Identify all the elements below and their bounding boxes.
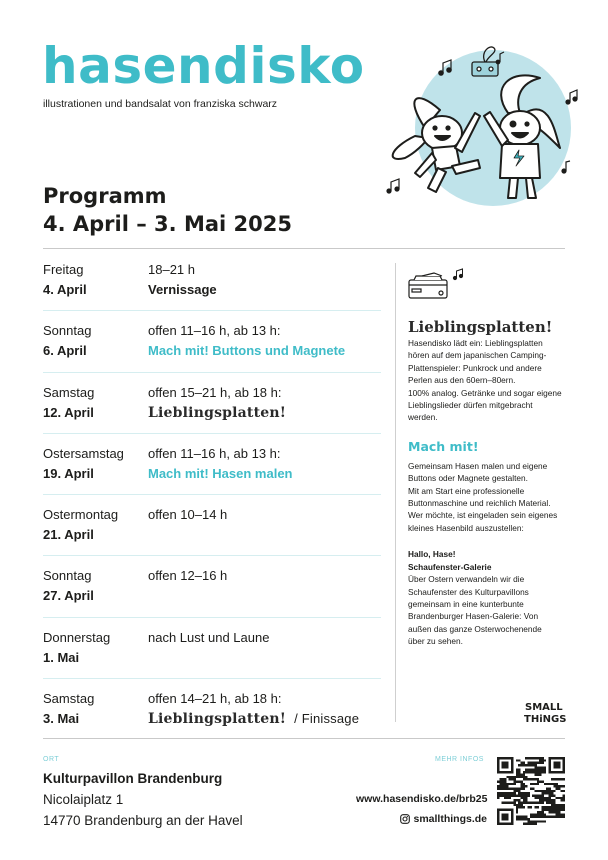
schedule-day: Ostermontag bbox=[43, 507, 119, 523]
ort-label: ORT bbox=[43, 756, 60, 763]
text-line: Buttonmaschine und reichlich Material. bbox=[408, 498, 551, 509]
schedule-time: offen 10–14 h bbox=[148, 507, 228, 523]
galerie-text bbox=[408, 548, 573, 647]
text-line: werden. bbox=[408, 412, 438, 423]
program-date-range: 4. April – 3. Mai 2025 bbox=[43, 212, 292, 236]
logo-line-2: THiNGS bbox=[524, 714, 567, 725]
schedule-time: offen 11–16 h, ab 13 h: bbox=[148, 445, 281, 461]
galerie-subheading: Schaufenster-Galerie bbox=[408, 561, 492, 572]
schedule-date: 6. April bbox=[43, 343, 87, 359]
record-player-icon bbox=[408, 268, 478, 302]
text-line: über zu sehen. bbox=[408, 636, 463, 647]
text-line: gemeinsam in eine kunterbunte bbox=[408, 598, 524, 609]
schedule-date: 21. April bbox=[43, 527, 94, 543]
schedule-event-suffix: / Finissage bbox=[294, 711, 360, 727]
schedule-time: offen 14–21 h, ab 18 h: bbox=[148, 691, 282, 707]
machmit-text bbox=[408, 460, 573, 534]
instagram-icon bbox=[400, 814, 410, 824]
lieblingsplatten-text bbox=[408, 337, 573, 424]
small-things-logo bbox=[520, 698, 568, 726]
text-line: 100% analog. Getränke und sogar eigene bbox=[408, 387, 562, 398]
schedule-row bbox=[43, 311, 381, 372]
schedule-day: Freitag bbox=[43, 262, 84, 277]
schedule-day: Samstag bbox=[43, 691, 95, 707]
schedule-date: 3. Mai bbox=[43, 711, 80, 727]
text-line: Plattenspieler: Punkrock und andere bbox=[408, 362, 542, 373]
text-line: Schaufenster des Kulturpavillons bbox=[408, 586, 529, 597]
schedule-day: Ostersamstag bbox=[43, 445, 124, 461]
divider bbox=[43, 248, 565, 249]
tagline: illustrationen und bandsalat von franziska schwarz bbox=[43, 98, 278, 110]
schedule-row bbox=[43, 556, 381, 617]
schedule-event-title: Lieblingsplatten! bbox=[148, 711, 287, 728]
website-link[interactable]: www.hasendisko.de/brb25 bbox=[356, 793, 488, 805]
text-line: Perlen aus den 60ern–80ern. bbox=[408, 375, 516, 386]
program-heading bbox=[43, 182, 292, 238]
schedule-date: 12. April bbox=[43, 404, 94, 420]
schedule-date: 4. April bbox=[43, 282, 87, 297]
schedule-time: nach Lust und Laune bbox=[148, 629, 270, 645]
schedule-time: offen 11–16 h, ab 13 h: bbox=[148, 323, 281, 339]
schedule-event: Mach mit! Hasen malen bbox=[148, 465, 293, 481]
schedule-row bbox=[43, 679, 381, 740]
text-line: Über Ostern verwandeln wir die bbox=[408, 574, 525, 585]
mehr-infos-label: MEHR INFOS bbox=[435, 756, 484, 763]
schedule-event: Mach mit! Buttons und Magnete bbox=[148, 343, 346, 359]
music-note-icon bbox=[453, 269, 462, 280]
instagram-link[interactable] bbox=[380, 813, 487, 825]
lieblingsplatten-heading: Lieblingsplatten! bbox=[408, 318, 553, 336]
schedule-row bbox=[43, 250, 381, 311]
venue-name: Kulturpavillon Brandenburg bbox=[43, 771, 223, 786]
schedule-list bbox=[43, 250, 381, 740]
text-line: Mit am Start eine professionelle bbox=[408, 485, 525, 496]
schedule-day: Sonntag bbox=[43, 568, 92, 584]
divider bbox=[43, 738, 565, 739]
schedule-event: Vernissage bbox=[148, 282, 217, 297]
brand-title: hasendisko bbox=[42, 37, 365, 95]
program-title: Programm bbox=[43, 184, 167, 208]
schedule-date: 27. April bbox=[43, 588, 94, 604]
galerie-heading: Hallo, Hase! bbox=[408, 549, 456, 560]
text-line: Wer möchte, ist eingeladen sein eigenes bbox=[408, 510, 558, 521]
schedule-day: Donnerstag bbox=[43, 629, 111, 645]
text-line: kleines Hasenbild auszustellen: bbox=[408, 522, 524, 533]
text-line: Gemeinsam Hasen malen und eigene bbox=[408, 460, 548, 471]
schedule-event: Lieblingsplatten! bbox=[148, 404, 287, 421]
schedule-event bbox=[148, 709, 359, 729]
schedule-row bbox=[43, 434, 381, 495]
schedule-row bbox=[43, 495, 381, 556]
schedule-date: 19. April bbox=[43, 465, 94, 481]
venue-street: Nicolaiplatz 1 bbox=[43, 792, 124, 807]
schedule-time: 18–21 h bbox=[148, 262, 195, 277]
schedule-day: Sonntag bbox=[43, 323, 92, 339]
instagram-handle: smallthings.de bbox=[413, 813, 487, 825]
cassette-icon bbox=[472, 47, 498, 76]
sidebar-info bbox=[408, 268, 573, 648]
text-line: hören auf dem japanischen Camping- bbox=[408, 350, 547, 361]
schedule-row bbox=[43, 373, 381, 434]
venue-city: 14770 Brandenburg an der Havel bbox=[43, 813, 243, 828]
machmit-heading: Mach mit! bbox=[408, 438, 479, 454]
schedule-day: Samstag bbox=[43, 384, 95, 400]
text-line: Hasendisko lädt ein: Lieblingsplatten bbox=[408, 338, 543, 348]
qr-code[interactable] bbox=[497, 757, 565, 825]
text-line: Lieblingslieder dürfen mitgebracht bbox=[408, 400, 533, 411]
schedule-time: offen 12–16 h bbox=[148, 568, 228, 584]
schedule-row bbox=[43, 618, 381, 679]
schedule-date: 1. Mai bbox=[43, 649, 80, 665]
venue-address bbox=[43, 768, 243, 831]
text-line: Buttons oder Magnete gestalten. bbox=[408, 473, 528, 484]
text-line: außen das ganze Osterwochenende bbox=[408, 623, 542, 634]
text-line: Brandenburger Hasen-Galerie: Von bbox=[408, 611, 539, 622]
schedule-time: offen 15–21 h, ab 18 h: bbox=[148, 384, 282, 400]
logo-line-1: SMALL bbox=[525, 702, 563, 713]
column-divider bbox=[395, 263, 396, 722]
dancing-rabbits-illustration bbox=[380, 38, 580, 206]
